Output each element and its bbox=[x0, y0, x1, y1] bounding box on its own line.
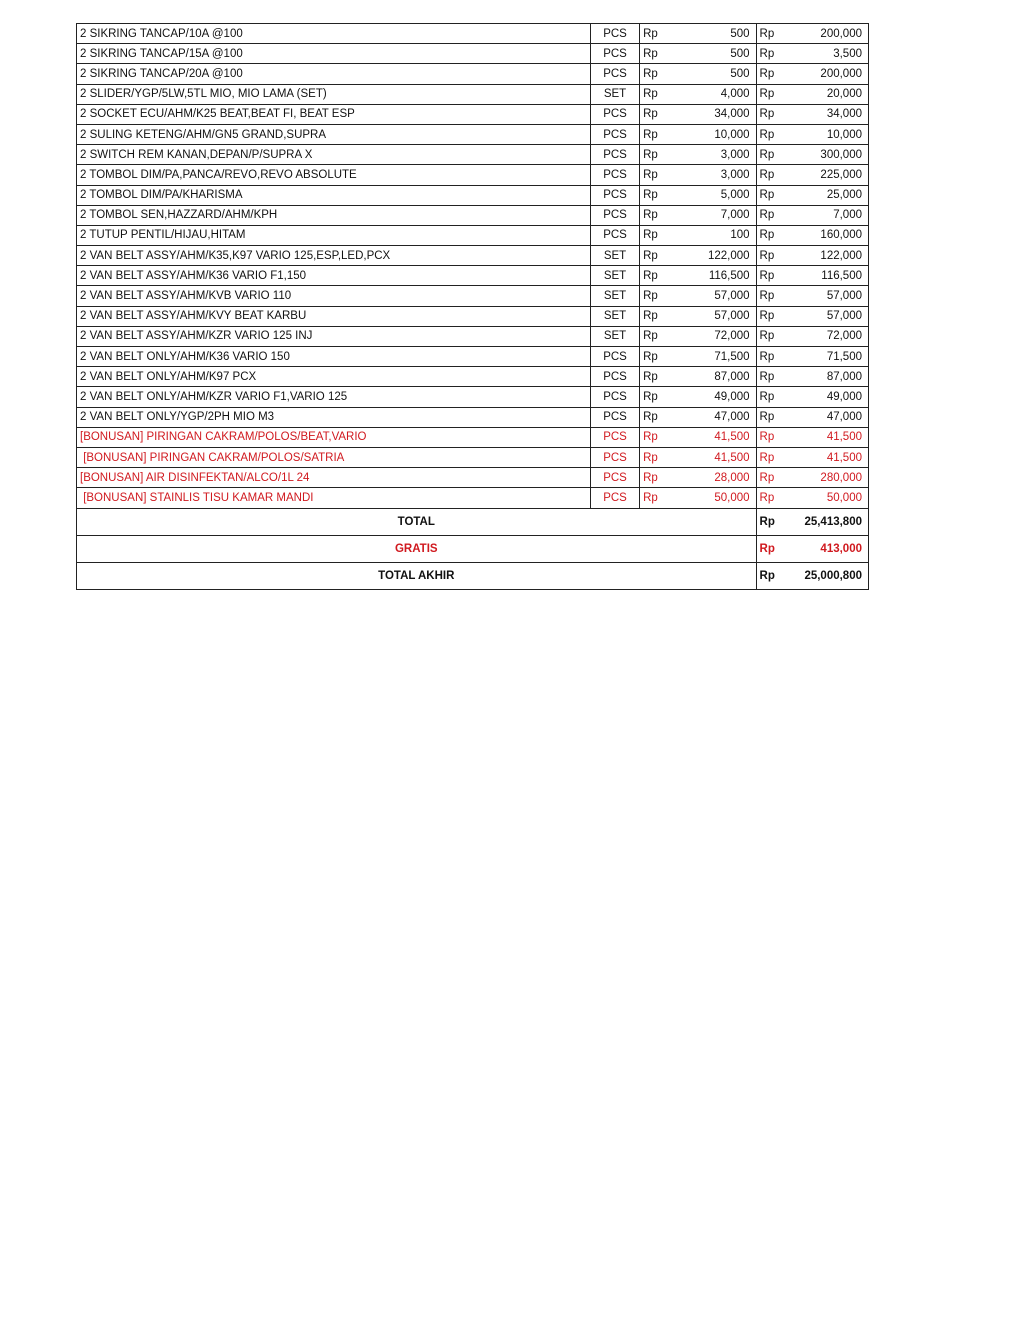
item-total: 50,000 bbox=[783, 488, 869, 508]
currency-label: Rp bbox=[756, 326, 783, 346]
item-price: 41,500 bbox=[666, 447, 756, 467]
item-unit: SET bbox=[590, 84, 639, 104]
table-row bbox=[77, 326, 869, 346]
currency-label: Rp bbox=[756, 286, 783, 306]
item-price: 57,000 bbox=[666, 306, 756, 326]
currency-label: Rp bbox=[756, 145, 783, 165]
currency-label: Rp bbox=[756, 306, 783, 326]
table-row bbox=[77, 104, 869, 124]
currency-label: Rp bbox=[756, 24, 783, 44]
currency-label: Rp bbox=[640, 347, 667, 367]
currency-label: Rp bbox=[756, 535, 783, 562]
currency-label: Rp bbox=[640, 266, 667, 286]
currency-label: Rp bbox=[756, 104, 783, 124]
invoice-table bbox=[76, 23, 869, 590]
item-total: 116,500 bbox=[783, 266, 869, 286]
item-price: 49,000 bbox=[666, 387, 756, 407]
currency-label: Rp bbox=[640, 84, 667, 104]
table-row bbox=[77, 266, 869, 286]
item-price: 28,000 bbox=[666, 468, 756, 488]
currency-label: Rp bbox=[756, 447, 783, 467]
item-price: 3,000 bbox=[666, 145, 756, 165]
currency-label: Rp bbox=[756, 387, 783, 407]
item-price: 41,500 bbox=[666, 427, 756, 447]
item-unit: PCS bbox=[590, 225, 639, 245]
item-total: 200,000 bbox=[783, 64, 869, 84]
item-unit: SET bbox=[590, 266, 639, 286]
item-total: 160,000 bbox=[783, 225, 869, 245]
item-description: 2 SWITCH REM KANAN,DEPAN/P/SUPRA X bbox=[77, 145, 591, 165]
item-description: 2 SLIDER/YGP/5LW,5TL MIO, MIO LAMA (SET) bbox=[77, 84, 591, 104]
currency-label: Rp bbox=[756, 165, 783, 185]
item-total: 7,000 bbox=[783, 205, 869, 225]
currency-label: Rp bbox=[756, 407, 783, 427]
currency-label: Rp bbox=[640, 165, 667, 185]
currency-label: Rp bbox=[640, 145, 667, 165]
table-row bbox=[77, 286, 869, 306]
item-description: 2 TUTUP PENTIL/HIJAU,HITAM bbox=[77, 225, 591, 245]
item-description: 2 SIKRING TANCAP/20A @100 bbox=[77, 64, 591, 84]
currency-label: Rp bbox=[756, 64, 783, 84]
item-price: 100 bbox=[666, 225, 756, 245]
item-unit: SET bbox=[590, 306, 639, 326]
item-unit: PCS bbox=[590, 185, 639, 205]
table-row bbox=[77, 347, 869, 367]
table-row bbox=[77, 367, 869, 387]
table-row bbox=[77, 64, 869, 84]
item-unit: PCS bbox=[590, 488, 639, 508]
currency-label: Rp bbox=[640, 326, 667, 346]
summary-row bbox=[77, 562, 869, 589]
currency-label: Rp bbox=[640, 306, 667, 326]
currency-label: Rp bbox=[640, 488, 667, 508]
currency-label: Rp bbox=[756, 225, 783, 245]
currency-label: Rp bbox=[756, 246, 783, 266]
item-description: 2 VAN BELT ASSY/AHM/KZR VARIO 125 INJ bbox=[77, 326, 591, 346]
currency-label: Rp bbox=[640, 64, 667, 84]
item-unit: PCS bbox=[590, 145, 639, 165]
bonus-item-row bbox=[77, 447, 869, 467]
table-row bbox=[77, 225, 869, 245]
item-total: 122,000 bbox=[783, 246, 869, 266]
item-unit: PCS bbox=[590, 64, 639, 84]
item-price: 122,000 bbox=[666, 246, 756, 266]
item-description: 2 VAN BELT ONLY/AHM/KZR VARIO F1,VARIO 125 bbox=[77, 387, 591, 407]
item-description: 2 VAN BELT ASSY/AHM/KVY BEAT KARBU bbox=[77, 306, 591, 326]
currency-label: Rp bbox=[756, 488, 783, 508]
bonus-item-row bbox=[77, 488, 869, 508]
currency-label: Rp bbox=[640, 468, 667, 488]
item-total: 10,000 bbox=[783, 124, 869, 144]
item-description: 2 SIKRING TANCAP/15A @100 bbox=[77, 44, 591, 64]
item-unit: SET bbox=[590, 286, 639, 306]
table-row bbox=[77, 387, 869, 407]
item-price: 4,000 bbox=[666, 84, 756, 104]
item-total: 57,000 bbox=[783, 306, 869, 326]
item-total: 25,000 bbox=[783, 185, 869, 205]
table-row bbox=[77, 407, 869, 427]
summary-label: TOTAL AKHIR bbox=[77, 562, 757, 589]
currency-label: Rp bbox=[756, 185, 783, 205]
item-unit: PCS bbox=[590, 104, 639, 124]
currency-label: Rp bbox=[640, 24, 667, 44]
currency-label: Rp bbox=[640, 246, 667, 266]
item-total: 3,500 bbox=[783, 44, 869, 64]
bonus-item-row bbox=[77, 468, 869, 488]
item-total: 280,000 bbox=[783, 468, 869, 488]
item-unit: PCS bbox=[590, 44, 639, 64]
currency-label: Rp bbox=[756, 468, 783, 488]
summary-value: 25,000,800 bbox=[783, 562, 869, 589]
item-total: 49,000 bbox=[783, 387, 869, 407]
currency-label: Rp bbox=[756, 508, 783, 535]
table-row bbox=[77, 84, 869, 104]
currency-label: Rp bbox=[756, 124, 783, 144]
item-unit: PCS bbox=[590, 407, 639, 427]
currency-label: Rp bbox=[640, 447, 667, 467]
item-price: 500 bbox=[666, 44, 756, 64]
item-price: 7,000 bbox=[666, 205, 756, 225]
currency-label: Rp bbox=[640, 104, 667, 124]
item-total: 34,000 bbox=[783, 104, 869, 124]
item-description: 2 VAN BELT ASSY/AHM/K35,K97 VARIO 125,ESP,LED,PCX bbox=[77, 246, 591, 266]
currency-label: Rp bbox=[756, 84, 783, 104]
summary-label: GRATIS bbox=[77, 535, 757, 562]
currency-label: Rp bbox=[756, 347, 783, 367]
item-description: 2 VAN BELT ONLY/AHM/K97 PCX bbox=[77, 367, 591, 387]
currency-label: Rp bbox=[640, 205, 667, 225]
currency-label: Rp bbox=[756, 44, 783, 64]
currency-label: Rp bbox=[640, 427, 667, 447]
item-unit: PCS bbox=[590, 165, 639, 185]
item-price: 50,000 bbox=[666, 488, 756, 508]
table-row bbox=[77, 246, 869, 266]
item-price: 500 bbox=[666, 64, 756, 84]
item-unit: PCS bbox=[590, 367, 639, 387]
summary-row bbox=[77, 535, 869, 562]
item-price: 71,500 bbox=[666, 347, 756, 367]
item-price: 57,000 bbox=[666, 286, 756, 306]
item-unit: PCS bbox=[590, 447, 639, 467]
currency-label: Rp bbox=[756, 205, 783, 225]
table-row bbox=[77, 44, 869, 64]
item-description: 2 SULING KETENG/AHM/GN5 GRAND,SUPRA bbox=[77, 124, 591, 144]
currency-label: Rp bbox=[756, 266, 783, 286]
item-unit: PCS bbox=[590, 468, 639, 488]
item-description: 2 TOMBOL DIM/PA/KHARISMA bbox=[77, 185, 591, 205]
item-description: [BONUSAN] PIRINGAN CAKRAM/POLOS/BEAT,VARIO bbox=[77, 427, 591, 447]
summary-label: TOTAL bbox=[77, 508, 757, 535]
item-total: 41,500 bbox=[783, 447, 869, 467]
item-total: 47,000 bbox=[783, 407, 869, 427]
item-unit: SET bbox=[590, 326, 639, 346]
currency-label: Rp bbox=[756, 562, 783, 589]
item-unit: PCS bbox=[590, 347, 639, 367]
table-row bbox=[77, 306, 869, 326]
table-row bbox=[77, 24, 869, 44]
item-description: 2 VAN BELT ASSY/AHM/K36 VARIO F1,150 bbox=[77, 266, 591, 286]
item-description: 2 TOMBOL SEN,HAZZARD/AHM/KPH bbox=[77, 205, 591, 225]
item-price: 500 bbox=[666, 24, 756, 44]
item-unit: SET bbox=[590, 246, 639, 266]
summary-value: 413,000 bbox=[783, 535, 869, 562]
item-description: 2 TOMBOL DIM/PA,PANCA/REVO,REVO ABSOLUTE bbox=[77, 165, 591, 185]
item-description: [BONUSAN] STAINLIS TISU KAMAR MANDI bbox=[77, 488, 591, 508]
table-row bbox=[77, 165, 869, 185]
table-row bbox=[77, 124, 869, 144]
currency-label: Rp bbox=[640, 407, 667, 427]
table-row bbox=[77, 205, 869, 225]
item-total: 300,000 bbox=[783, 145, 869, 165]
item-price: 47,000 bbox=[666, 407, 756, 427]
item-description: 2 SOCKET ECU/AHM/K25 BEAT,BEAT FI, BEAT ESP bbox=[77, 104, 591, 124]
currency-label: Rp bbox=[640, 44, 667, 64]
item-description: 2 VAN BELT ASSY/AHM/KVB VARIO 110 bbox=[77, 286, 591, 306]
item-description: 2 VAN BELT ONLY/AHM/K36 VARIO 150 bbox=[77, 347, 591, 367]
item-price: 10,000 bbox=[666, 124, 756, 144]
item-unit: PCS bbox=[590, 124, 639, 144]
item-price: 5,000 bbox=[666, 185, 756, 205]
item-price: 72,000 bbox=[666, 326, 756, 346]
currency-label: Rp bbox=[640, 286, 667, 306]
bonus-item-row bbox=[77, 427, 869, 447]
item-total: 200,000 bbox=[783, 24, 869, 44]
summary-value: 25,413,800 bbox=[783, 508, 869, 535]
item-unit: PCS bbox=[590, 387, 639, 407]
item-unit: PCS bbox=[590, 205, 639, 225]
currency-label: Rp bbox=[640, 185, 667, 205]
item-total: 20,000 bbox=[783, 84, 869, 104]
item-total: 71,500 bbox=[783, 347, 869, 367]
currency-label: Rp bbox=[640, 387, 667, 407]
table-row bbox=[77, 185, 869, 205]
summary-row bbox=[77, 508, 869, 535]
item-description: [BONUSAN] AIR DISINFEKTAN/ALCO/1L 24 bbox=[77, 468, 591, 488]
item-unit: PCS bbox=[590, 24, 639, 44]
item-total: 41,500 bbox=[783, 427, 869, 447]
item-description: 2 SIKRING TANCAP/10A @100 bbox=[77, 24, 591, 44]
item-price: 3,000 bbox=[666, 165, 756, 185]
currency-label: Rp bbox=[756, 367, 783, 387]
currency-label: Rp bbox=[640, 225, 667, 245]
item-price: 116,500 bbox=[666, 266, 756, 286]
item-price: 87,000 bbox=[666, 367, 756, 387]
item-total: 72,000 bbox=[783, 326, 869, 346]
item-total: 87,000 bbox=[783, 367, 869, 387]
table-row bbox=[77, 145, 869, 165]
item-unit: PCS bbox=[590, 427, 639, 447]
currency-label: Rp bbox=[640, 367, 667, 387]
currency-label: Rp bbox=[640, 124, 667, 144]
currency-label: Rp bbox=[756, 427, 783, 447]
item-price: 34,000 bbox=[666, 104, 756, 124]
item-total: 57,000 bbox=[783, 286, 869, 306]
item-total: 225,000 bbox=[783, 165, 869, 185]
item-description: 2 VAN BELT ONLY/YGP/2PH MIO M3 bbox=[77, 407, 591, 427]
item-description: [BONUSAN] PIRINGAN CAKRAM/POLOS/SATRIA bbox=[77, 447, 591, 467]
